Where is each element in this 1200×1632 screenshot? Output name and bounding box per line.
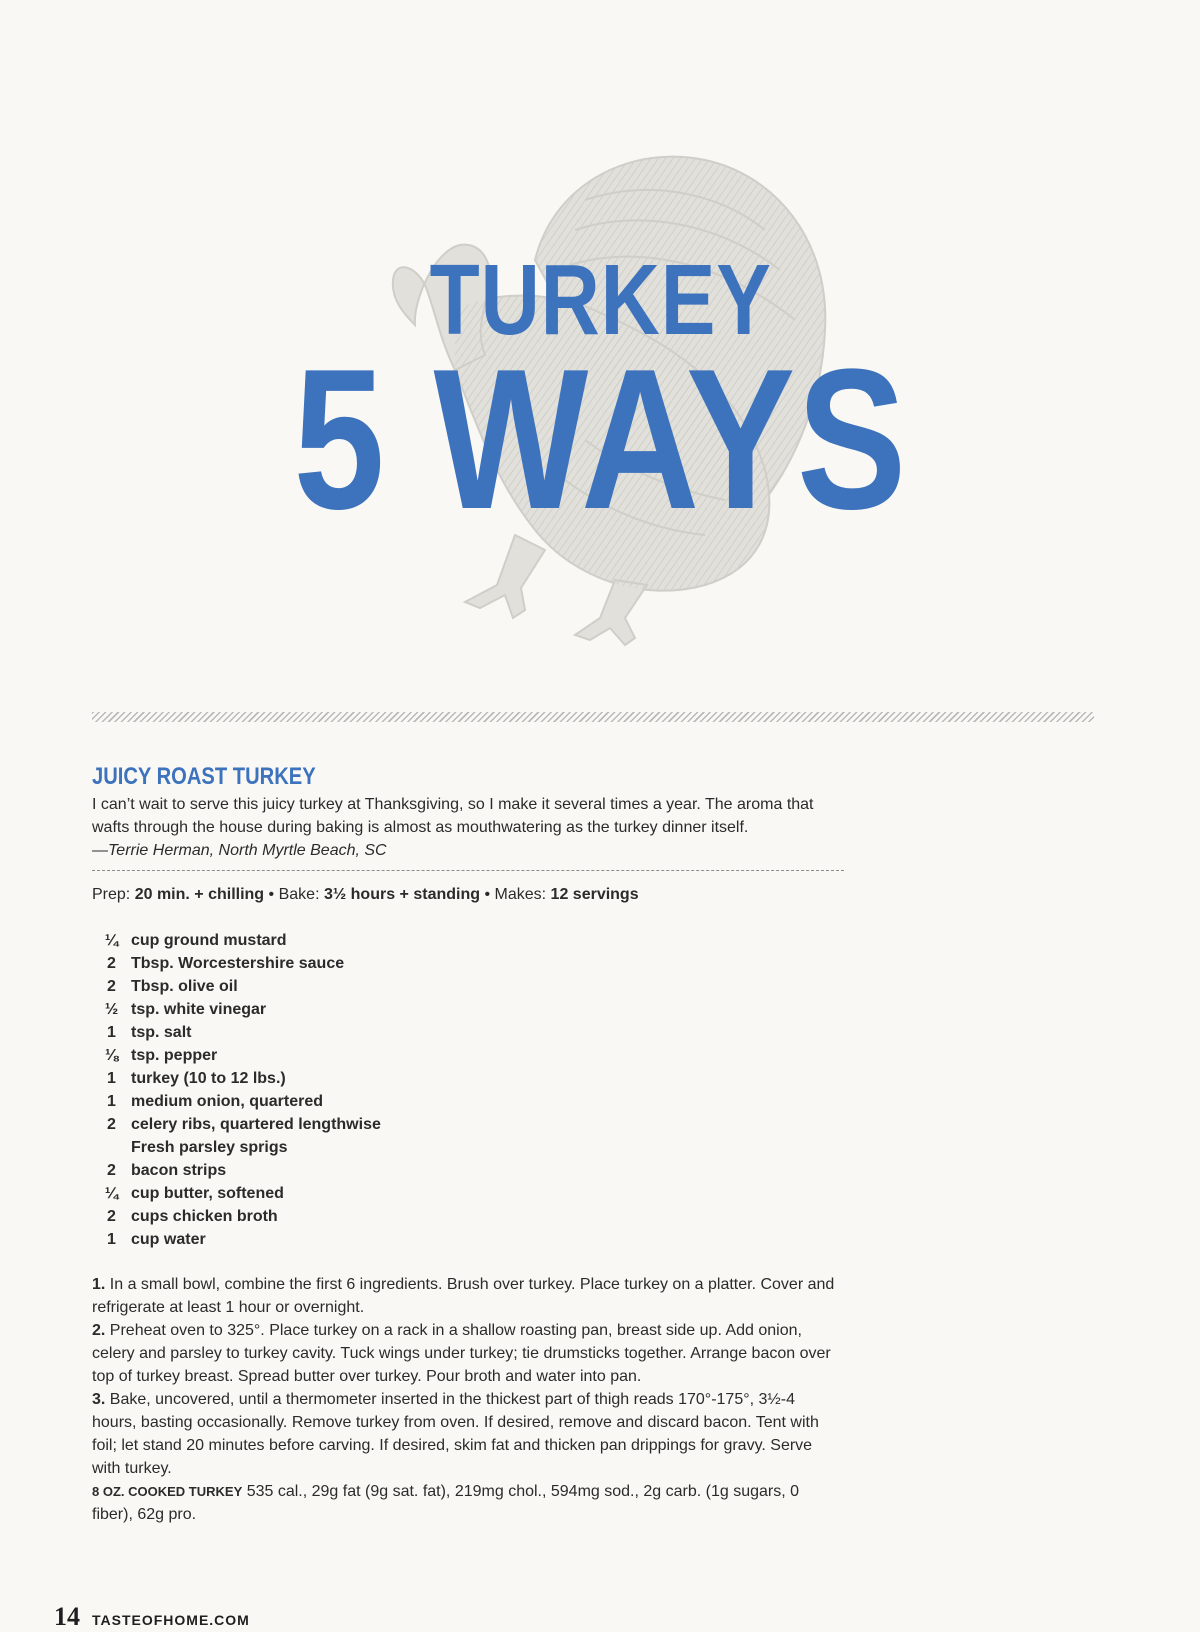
- direction-step: [92, 1319, 837, 1388]
- ingredient-qty: 1: [107, 1070, 116, 1087]
- ingredient-qty: ⅛: [104, 1047, 119, 1064]
- ingredient-qty: 2: [107, 955, 116, 972]
- ingredient-qty: 1: [107, 1093, 116, 1110]
- ingredient-item: [92, 998, 381, 1021]
- ingredient-qty: 2: [107, 1162, 116, 1179]
- step-text: Preheat oven to 325°. Place turkey on a rack in a shallow roasting pan, breast side up. Add onion, celery and parsley to turkey cavity. Tuck wings under turkey; tie drumsticks together. Arrange bacon over top of turkey breast. Spread butter over turkey. Pour broth and water into pan.: [92, 1322, 831, 1385]
- prep-label: Prep:: [92, 886, 131, 903]
- recipe-meta: [92, 883, 639, 906]
- intro-text: I can’t wait to serve this juicy turkey at Thanksgiving, so I make it several times a year. The aroma that wafts through the house during baking is almost as mouthwatering as the turkey dinner itself.: [92, 796, 814, 836]
- ingredient-name: cups chicken broth: [131, 1208, 278, 1225]
- dashed-divider: [92, 870, 844, 871]
- ingredient-item: [92, 1044, 381, 1067]
- page-footer: [54, 1602, 250, 1632]
- ingredient-name: celery ribs, quartered lengthwise: [131, 1116, 381, 1133]
- makes-value: 12 servings: [550, 886, 639, 903]
- bake-label: Bake:: [278, 886, 320, 903]
- direction-step: [92, 1388, 837, 1480]
- ingredient-list: [92, 929, 381, 1251]
- nutrition-label: 8 OZ. COOKED TURKEY: [92, 1484, 243, 1499]
- ingredient-name: Tbsp. olive oil: [131, 978, 238, 995]
- page-title-line-1: TURKEY: [429, 244, 772, 356]
- page-title-line-2: 5 WAYS: [293, 328, 908, 551]
- ingredient-item: [92, 1159, 381, 1182]
- ingredient-qty: 2: [107, 1208, 116, 1225]
- recipe-directions: [92, 1273, 837, 1526]
- ingredient-qty: 1: [107, 1231, 116, 1248]
- ingredient-name: bacon strips: [131, 1162, 227, 1179]
- ingredient-qty: ½: [104, 1001, 119, 1018]
- ingredient-item: [92, 1021, 381, 1044]
- ingredient-name: Fresh parsley sprigs: [131, 1139, 288, 1156]
- step-text: Bake, uncovered, until a thermometer inserted in the thickest part of thigh reads 170°-175°, 3½-4 hours, basting occasionally. Remove turkey from oven. If desired, remove and discard bacon. Tent with foil; let stand 20 minutes before carving. If desired, skim fat and thicken pan drippings for gravy. Serve with turkey.: [92, 1391, 819, 1477]
- ingredient-qty: 1: [107, 1024, 116, 1041]
- ingredient-name: tsp. pepper: [131, 1047, 218, 1064]
- hero-section: [0, 0, 1200, 680]
- prep-value: 20 min. + chilling: [134, 886, 265, 903]
- ingredient-item: [92, 1067, 381, 1090]
- ingredient-name: cup water: [131, 1231, 206, 1248]
- site-url: TASTEOFHOME.COM: [92, 1612, 250, 1628]
- nutrition-text: 535 cal., 29g fat (9g sat. fat), 219mg chol., 594mg sod., 2g carb. (1g sugars, 0 fiber), 62g pro.: [92, 1483, 800, 1523]
- nutrition-facts: [92, 1480, 837, 1526]
- ingredient-name: Tbsp. Worcestershire sauce: [131, 955, 345, 972]
- ingredient-item: [92, 929, 381, 952]
- ingredient-item: [92, 975, 381, 998]
- ingredient-qty: 2: [107, 1116, 116, 1133]
- ingredient-item: [92, 1182, 381, 1205]
- recipe-title: JUICY ROAST TURKEY: [92, 763, 316, 790]
- page-number: 14: [54, 1602, 80, 1631]
- step-number: 1.: [92, 1276, 106, 1293]
- ingredient-name: turkey (10 to 12 lbs.): [131, 1070, 286, 1087]
- ingredient-item: [92, 1205, 381, 1228]
- ingredient-item: [92, 1228, 381, 1251]
- ingredient-qty: 2: [107, 978, 116, 995]
- meta-separator: •: [268, 886, 275, 903]
- direction-step: [92, 1273, 837, 1319]
- ingredient-item: [92, 1090, 381, 1113]
- step-text: In a small bowl, combine the first 6 ingredients. Brush over turkey. Place turkey on a platter. Cover and refrigerate at least 1 hour or overnight.: [92, 1276, 835, 1316]
- makes-label: Makes:: [494, 886, 547, 903]
- ingredient-name: tsp. salt: [131, 1024, 192, 1041]
- hatched-divider: [92, 712, 1094, 722]
- ingredient-name: cup butter, softened: [131, 1185, 284, 1202]
- recipe-byline: —Terrie Herman, North Myrtle Beach, SC: [92, 842, 387, 859]
- ingredient-item: [92, 1136, 381, 1159]
- step-number: 2.: [92, 1322, 106, 1339]
- ingredient-item: [92, 1113, 381, 1136]
- ingredient-qty: ¼: [104, 932, 119, 949]
- meta-separator: •: [484, 886, 491, 903]
- ingredient-name: cup ground mustard: [131, 932, 287, 949]
- ingredient-item: [92, 952, 381, 975]
- recipe-intro: [92, 793, 852, 862]
- ingredient-qty: ¼: [104, 1185, 119, 1202]
- ingredient-name: medium onion, quartered: [131, 1093, 324, 1110]
- ingredient-qty: [92, 1136, 131, 1159]
- ingredient-name: tsp. white vinegar: [131, 1001, 267, 1018]
- bake-value: 3½ hours + standing: [323, 886, 480, 903]
- step-number: 3.: [92, 1391, 106, 1408]
